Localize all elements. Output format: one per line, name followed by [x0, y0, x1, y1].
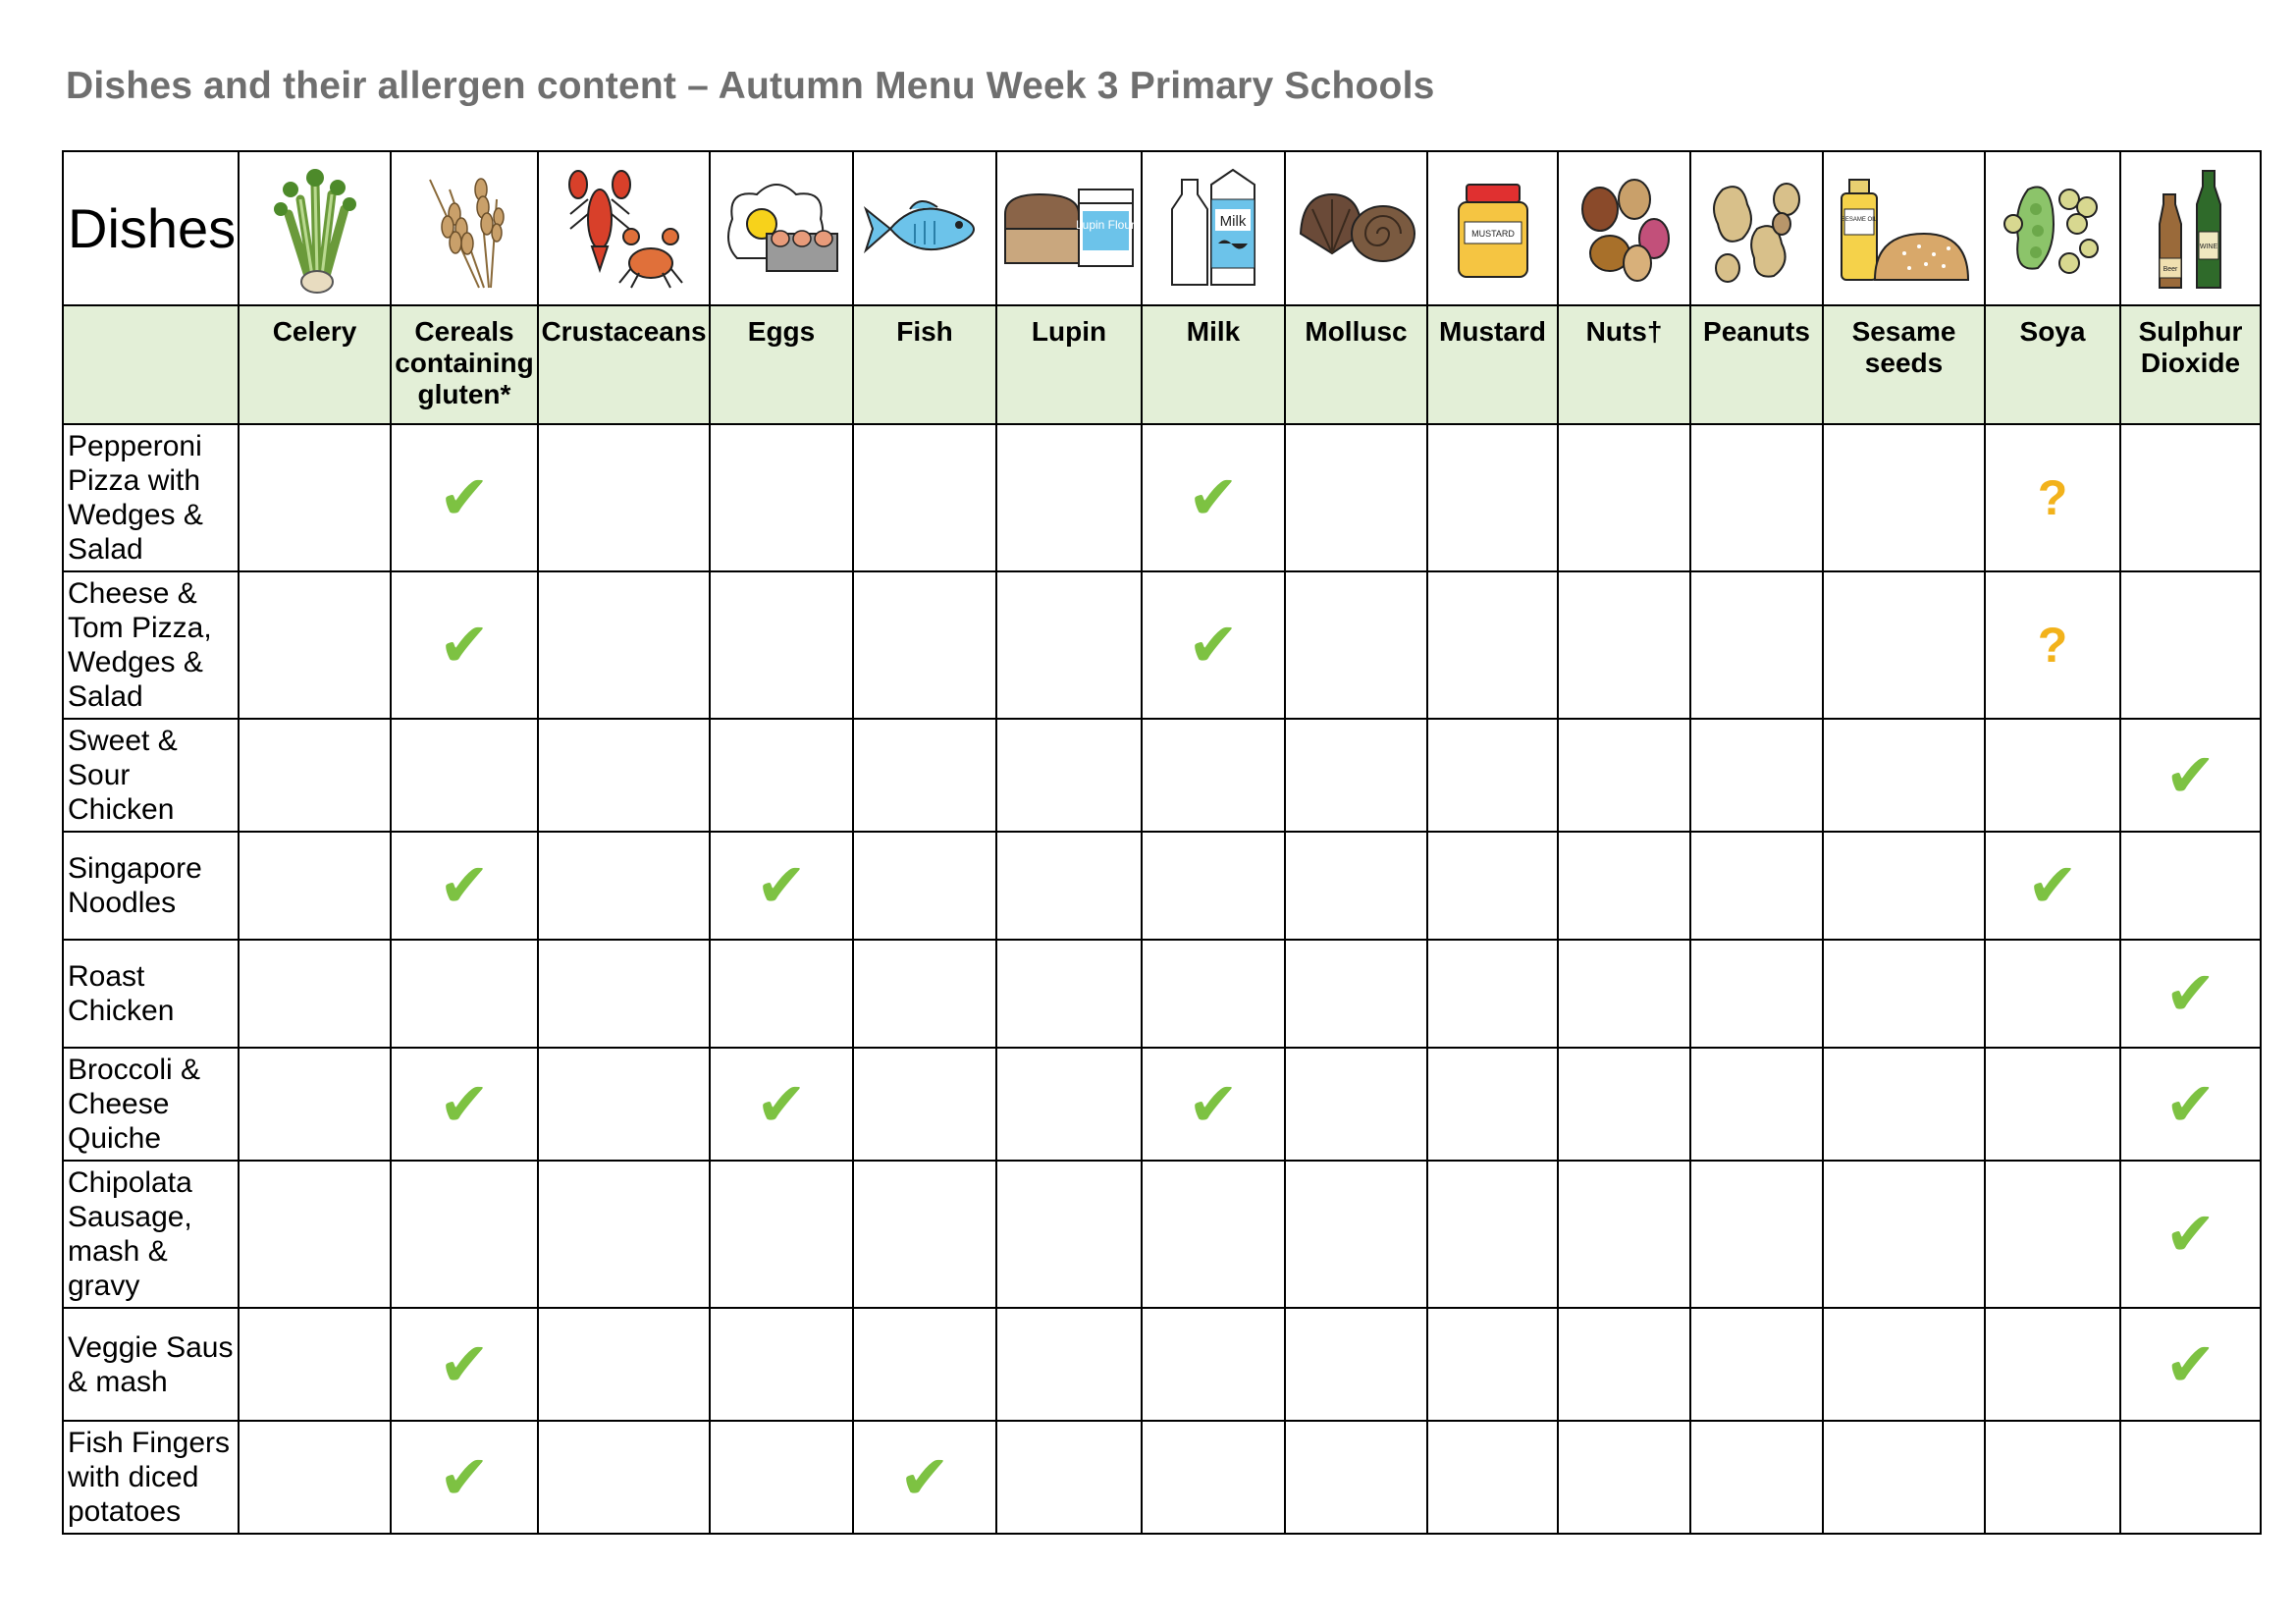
column-header-nuts: Nuts† [1558, 305, 1690, 424]
cell-peanuts [1690, 832, 1823, 940]
wine-beer-icon [2120, 151, 2261, 305]
cell-fish [853, 1308, 996, 1421]
cell-fish [853, 719, 996, 832]
check-icon: ✔ [439, 1440, 490, 1513]
page-title: Dishes and their allergen content – Autumn Menu Week 3 Primary Schools [66, 65, 1435, 107]
cell-sesame [1823, 571, 1985, 719]
cell-celery [239, 1421, 391, 1534]
allergen-table [62, 150, 2262, 1535]
cell-crustaceans [538, 719, 710, 832]
check-icon: ✔ [1188, 461, 1239, 533]
cell-lupin [996, 571, 1142, 719]
cell-cereals [391, 1308, 538, 1421]
cell-eggs [710, 1308, 853, 1421]
cell-soya [1985, 1048, 2120, 1161]
check-icon: ✔ [439, 1327, 490, 1400]
cell-mollusc [1285, 1048, 1427, 1161]
dish-name: Cheese & Tom Pizza, Wedges & Salad [63, 571, 239, 719]
lupin-icon-text: Lupin Flour [1075, 217, 1136, 232]
fish-icon [853, 151, 996, 305]
cell-fish [853, 1161, 996, 1308]
lobster-crab-icon [538, 151, 710, 305]
cell-mollusc [1285, 1421, 1427, 1534]
cell-sulphur [2120, 1308, 2261, 1421]
wheat-icon [391, 151, 538, 305]
cell-mollusc [1285, 940, 1427, 1048]
cell-soya [1985, 940, 2120, 1048]
cell-fish [853, 1421, 996, 1534]
cell-fish [853, 424, 996, 571]
cell-crustaceans [538, 832, 710, 940]
cell-cereals [391, 571, 538, 719]
cell-cereals [391, 424, 538, 571]
check-icon: ✔ [1188, 1067, 1239, 1140]
cell-eggs [710, 832, 853, 940]
cell-mollusc [1285, 832, 1427, 940]
table-row [63, 1161, 2261, 1308]
check-icon: ✔ [439, 849, 490, 921]
cell-celery [239, 571, 391, 719]
dish-name: Sweet & Sour Chicken [63, 719, 239, 832]
cell-nuts [1558, 940, 1690, 1048]
cell-fish [853, 571, 996, 719]
cell-celery [239, 719, 391, 832]
cell-nuts [1558, 571, 1690, 719]
cell-sesame [1823, 1308, 1985, 1421]
check-icon: ✔ [2164, 1327, 2216, 1400]
dish-name: Pepperoni Pizza with Wedges & Salad [63, 424, 239, 571]
cell-celery [239, 940, 391, 1048]
cell-milk [1142, 1421, 1285, 1534]
cell-mustard [1427, 1308, 1558, 1421]
dish-name: Veggie Saus & mash [63, 1308, 239, 1421]
beer-icon-text: Beer [2163, 265, 2177, 273]
cell-soya [1985, 1161, 2120, 1308]
label-row-blank [63, 305, 239, 424]
cell-sulphur [2120, 832, 2261, 940]
cell-lupin [996, 1308, 1142, 1421]
cell-sulphur [2120, 571, 2261, 719]
cell-soya [1985, 1421, 2120, 1534]
cell-peanuts [1690, 571, 1823, 719]
cell-sesame [1823, 424, 1985, 571]
cell-sesame [1823, 940, 1985, 1048]
dish-name: Broccoli & Cheese Quiche [63, 1048, 239, 1161]
cell-peanuts [1690, 1308, 1823, 1421]
cell-mollusc [1285, 1161, 1427, 1308]
allergen-label-row [63, 305, 2261, 424]
cell-cereals [391, 1421, 538, 1534]
column-header-eggs: Eggs [710, 305, 853, 424]
dish-name: Chipolata Sausage, mash & gravy [63, 1161, 239, 1308]
cell-sesame [1823, 1048, 1985, 1161]
column-header-sulphur: Sulphur Dioxide [2120, 305, 2261, 424]
cell-sesame [1823, 832, 1985, 940]
question-mark-icon: ? [2037, 618, 2068, 673]
cell-sulphur [2120, 1048, 2261, 1161]
check-icon: ✔ [439, 609, 490, 680]
cell-fish [853, 832, 996, 940]
column-header-crustaceans: Crustaceans [538, 305, 710, 424]
cell-crustaceans [538, 1161, 710, 1308]
cell-crustaceans [538, 1308, 710, 1421]
cell-mollusc [1285, 424, 1427, 571]
table-row [63, 1308, 2261, 1421]
table-row [63, 832, 2261, 940]
column-header-soya: Soya [1985, 305, 2120, 424]
cell-mustard [1427, 424, 1558, 571]
check-icon: ✔ [756, 1067, 807, 1140]
peanuts-icon [1690, 151, 1823, 305]
table-row [63, 1421, 2261, 1534]
cell-mustard [1427, 571, 1558, 719]
cell-nuts [1558, 832, 1690, 940]
cell-milk [1142, 571, 1285, 719]
cell-fish [853, 1048, 996, 1161]
cell-eggs [710, 1161, 853, 1308]
cell-eggs [710, 1048, 853, 1161]
dish-name: Fish Fingers with diced potatoes [63, 1421, 239, 1534]
cell-cereals [391, 719, 538, 832]
cell-milk [1142, 1308, 1285, 1421]
cell-mollusc [1285, 1308, 1427, 1421]
milk-icon [1142, 151, 1285, 305]
celery-icon [239, 151, 391, 305]
dishes-header: Dishes [63, 151, 239, 305]
column-header-mustard: Mustard [1427, 305, 1558, 424]
nuts-icon [1558, 151, 1690, 305]
check-icon: ✔ [1188, 609, 1239, 680]
sesame-icon-text: SESAME OIL [1841, 216, 1877, 223]
cell-mustard [1427, 832, 1558, 940]
cell-milk [1142, 1161, 1285, 1308]
column-header-sesame: Sesame seeds [1823, 305, 1985, 424]
cell-lupin [996, 940, 1142, 1048]
cell-eggs [710, 1421, 853, 1534]
cell-mollusc [1285, 719, 1427, 832]
check-icon: ✔ [2164, 738, 2216, 811]
cell-milk [1142, 940, 1285, 1048]
cell-lupin [996, 719, 1142, 832]
check-icon: ✔ [2164, 1198, 2216, 1270]
column-header-celery: Celery [239, 305, 391, 424]
cell-mustard [1427, 1048, 1558, 1161]
shell-icon [1285, 151, 1427, 305]
cell-cereals [391, 832, 538, 940]
check-icon: ✔ [2027, 849, 2078, 921]
table-row [63, 719, 2261, 832]
milk-icon-text: Milk [1219, 212, 1247, 230]
cell-nuts [1558, 1421, 1690, 1534]
cell-peanuts [1690, 1421, 1823, 1534]
question-mark-icon: ? [2037, 470, 2068, 525]
cell-mustard [1427, 940, 1558, 1048]
cell-celery [239, 832, 391, 940]
cell-eggs [710, 719, 853, 832]
cell-sulphur [2120, 940, 2261, 1048]
check-icon: ✔ [756, 849, 807, 921]
cell-peanuts [1690, 940, 1823, 1048]
cell-milk [1142, 424, 1285, 571]
check-icon: ✔ [439, 461, 490, 533]
cell-nuts [1558, 1048, 1690, 1161]
cell-crustaceans [538, 424, 710, 571]
column-header-milk: Milk [1142, 305, 1285, 424]
cell-peanuts [1690, 424, 1823, 571]
dish-name: Roast Chicken [63, 940, 239, 1048]
cell-peanuts [1690, 1161, 1823, 1308]
icon-row [63, 151, 2261, 305]
lupin-flour-icon [996, 151, 1142, 305]
table-row [63, 571, 2261, 719]
mustard-jar-icon [1427, 151, 1558, 305]
cell-celery [239, 1048, 391, 1161]
cell-nuts [1558, 1161, 1690, 1308]
cell-crustaceans [538, 1048, 710, 1161]
column-header-mollusc: Mollusc [1285, 305, 1427, 424]
cell-eggs [710, 424, 853, 571]
check-icon: ✔ [2164, 957, 2216, 1029]
cell-eggs [710, 571, 853, 719]
cell-milk [1142, 1048, 1285, 1161]
cell-lupin [996, 424, 1142, 571]
cell-mustard [1427, 1421, 1558, 1534]
cell-sesame [1823, 719, 1985, 832]
sesame-icon [1823, 151, 1985, 305]
column-header-fish: Fish [853, 305, 996, 424]
cell-celery [239, 1161, 391, 1308]
cell-cereals [391, 1048, 538, 1161]
cell-sesame [1823, 1161, 1985, 1308]
cell-soya [1985, 571, 2120, 719]
column-header-cereals: Cereals containing gluten* [391, 305, 538, 424]
cell-nuts [1558, 424, 1690, 571]
cell-celery [239, 1308, 391, 1421]
cell-lupin [996, 1421, 1142, 1534]
check-icon: ✔ [2164, 1067, 2216, 1140]
cell-mustard [1427, 719, 1558, 832]
cell-peanuts [1690, 719, 1823, 832]
cell-crustaceans [538, 571, 710, 719]
cell-sulphur [2120, 424, 2261, 571]
cell-peanuts [1690, 1048, 1823, 1161]
cell-crustaceans [538, 1421, 710, 1534]
cell-nuts [1558, 719, 1690, 832]
cell-milk [1142, 719, 1285, 832]
cell-cereals [391, 1161, 538, 1308]
table-row [63, 424, 2261, 571]
cell-sulphur [2120, 1161, 2261, 1308]
soya-icon [1985, 151, 2120, 305]
cell-cereals [391, 940, 538, 1048]
cell-mollusc [1285, 571, 1427, 719]
check-icon: ✔ [899, 1440, 950, 1513]
cell-sulphur [2120, 1421, 2261, 1534]
wine-icon-text: WINE [2199, 243, 2217, 250]
egg-icon [710, 151, 853, 305]
cell-soya [1985, 719, 2120, 832]
cell-soya [1985, 424, 2120, 571]
cell-lupin [996, 832, 1142, 940]
column-header-peanuts: Peanuts [1690, 305, 1823, 424]
cell-celery [239, 424, 391, 571]
column-header-lupin: Lupin [996, 305, 1142, 424]
dish-name: Singapore Noodles [63, 832, 239, 940]
cell-soya [1985, 1308, 2120, 1421]
cell-sesame [1823, 1421, 1985, 1534]
cell-milk [1142, 832, 1285, 940]
cell-fish [853, 940, 996, 1048]
cell-sulphur [2120, 719, 2261, 832]
table-row [63, 940, 2261, 1048]
cell-crustaceans [538, 940, 710, 1048]
cell-soya [1985, 832, 2120, 940]
mustard-icon-text: MUSTARD [1470, 228, 1515, 239]
check-icon: ✔ [439, 1067, 490, 1140]
cell-lupin [996, 1048, 1142, 1161]
cell-eggs [710, 940, 853, 1048]
cell-lupin [996, 1161, 1142, 1308]
cell-nuts [1558, 1308, 1690, 1421]
table-row [63, 1048, 2261, 1161]
cell-mustard [1427, 1161, 1558, 1308]
